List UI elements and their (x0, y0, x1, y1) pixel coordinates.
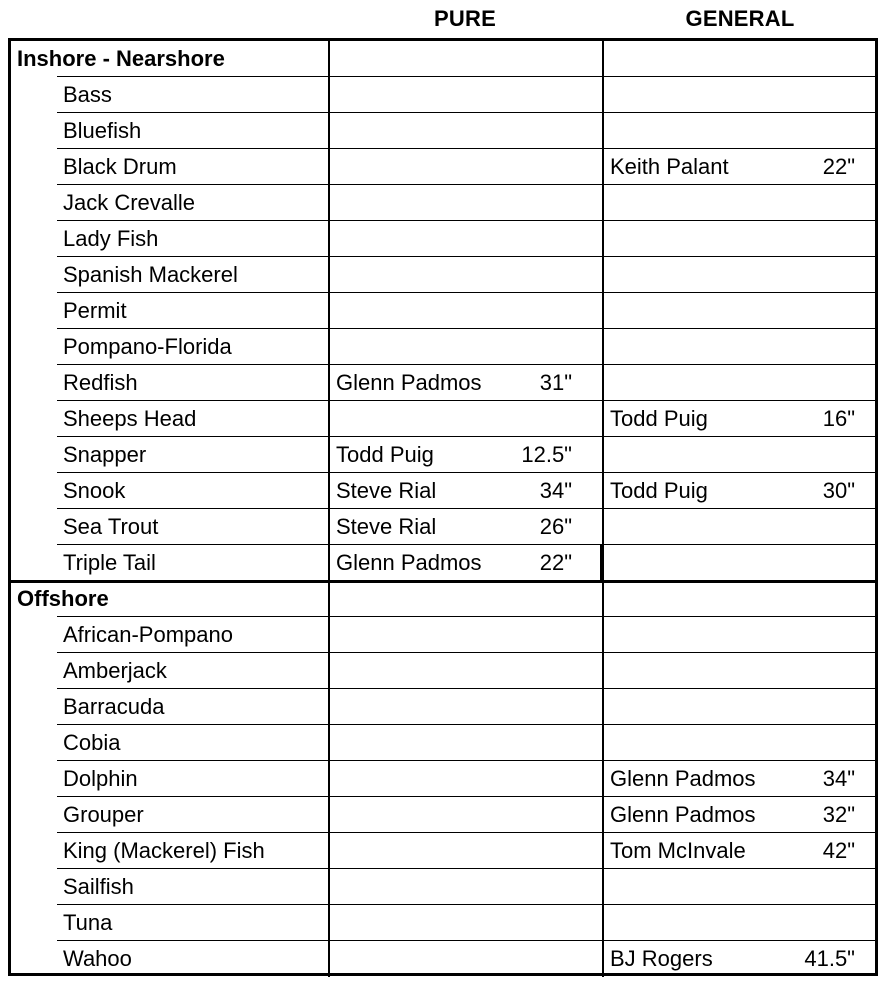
section-title: Offshore (11, 581, 328, 617)
table-row (11, 113, 875, 149)
species-name: Grouper (11, 797, 328, 833)
fish-size: 34" (822, 766, 855, 791)
pure-record-cell (328, 149, 602, 185)
pure-record-cell (328, 365, 602, 401)
pure-record-cell (328, 221, 602, 257)
fish-size: 42" (822, 838, 855, 863)
angler-name: Tom McInvale (610, 838, 746, 863)
general-record-cell (602, 149, 875, 185)
species-name: Sea Trout (11, 509, 328, 545)
species-name: Spanish Mackerel (11, 257, 328, 293)
fish-size: 30" (822, 478, 855, 503)
pure-record-cell (328, 725, 602, 761)
pure-column-header: PURE (434, 6, 496, 31)
general-record-cell (602, 401, 875, 437)
pure-record-cell (328, 761, 602, 797)
species-name: Jack Crevalle (11, 185, 328, 221)
angler-name: Glenn Padmos (336, 370, 482, 395)
table-row (11, 185, 875, 221)
general-record-cell (602, 869, 875, 905)
pure-record-cell (328, 77, 602, 113)
table-row (11, 437, 875, 473)
pure-record-cell (328, 869, 602, 905)
species-name: Barracuda (11, 689, 328, 725)
general-record-cell (602, 617, 875, 653)
fish-size: 32" (822, 802, 855, 827)
angler-name: Keith Palant (610, 154, 729, 179)
angler-name: Glenn Padmos (610, 802, 756, 827)
pure-record-cell (328, 473, 602, 509)
general-column-header: GENERAL (685, 6, 795, 31)
table-row (11, 617, 875, 653)
section-header-row (11, 581, 875, 617)
section-header-row (11, 41, 875, 77)
angler-name: Todd Puig (336, 442, 434, 467)
pure-record-cell (328, 113, 602, 149)
species-name: Cobia (11, 725, 328, 761)
species-name: Snapper (11, 437, 328, 473)
pure-record-cell (328, 545, 602, 581)
general-record-cell (602, 473, 875, 509)
species-name: African-Pompano (11, 617, 328, 653)
general-record-cell (602, 437, 875, 473)
pure-record-cell (328, 689, 602, 725)
cell-border-accent (600, 545, 603, 581)
table-row (11, 257, 875, 293)
records-table (8, 38, 878, 976)
species-name: King (Mackerel) Fish (11, 833, 328, 869)
species-name: Permit (11, 293, 328, 329)
species-name: Tuna (11, 905, 328, 941)
general-section-record-cell (602, 581, 875, 617)
pure-record-cell (328, 437, 602, 473)
species-name: Sailfish (11, 869, 328, 905)
general-section-record-cell (602, 41, 875, 77)
angler-name: BJ Rogers (610, 946, 713, 971)
fish-size: 22" (539, 550, 572, 575)
species-name: Black Drum (11, 149, 328, 185)
fish-size: 41.5" (804, 946, 855, 971)
general-record-cell (602, 185, 875, 221)
table-row (11, 545, 875, 581)
species-name: Redfish (11, 365, 328, 401)
general-record-cell (602, 833, 875, 869)
column-headers (0, 0, 889, 38)
pure-record-cell (328, 257, 602, 293)
species-name: Lady Fish (11, 221, 328, 257)
general-record-cell (602, 761, 875, 797)
table-row (11, 77, 875, 113)
section-title: Inshore - Nearshore (11, 41, 328, 77)
general-record-cell (602, 905, 875, 941)
table-row (11, 797, 875, 833)
general-record-cell (602, 113, 875, 149)
table-row (11, 293, 875, 329)
table-row (11, 509, 875, 545)
pure-record-cell (328, 329, 602, 365)
table-row (11, 761, 875, 797)
general-record-cell (602, 257, 875, 293)
species-name: Amberjack (11, 653, 328, 689)
angler-name: Todd Puig (610, 478, 708, 503)
pure-record-cell (328, 653, 602, 689)
angler-name: Todd Puig (610, 406, 708, 431)
species-name: Dolphin (11, 761, 328, 797)
table-row (11, 869, 875, 905)
species-name: Triple Tail (63, 550, 156, 575)
table-row (11, 329, 875, 365)
general-record-cell (602, 293, 875, 329)
table-row (11, 941, 875, 977)
fish-size: 16" (822, 406, 855, 431)
table-row (11, 221, 875, 257)
pure-record-cell (328, 941, 602, 977)
species-name: Snook (11, 473, 328, 509)
fish-size: 12.5" (521, 442, 572, 467)
table-row (11, 473, 875, 509)
angler-name: Glenn Padmos (610, 766, 756, 791)
table-row (11, 149, 875, 185)
angler-name: Steve Rial (336, 478, 437, 503)
species-name: Wahoo (63, 946, 132, 971)
pure-record-cell (328, 617, 602, 653)
pure-record-cell (328, 293, 602, 329)
general-record-cell (602, 545, 875, 581)
table-row (11, 905, 875, 941)
pure-record-cell (328, 401, 602, 437)
general-record-cell (602, 329, 875, 365)
species-name: Bluefish (11, 113, 328, 149)
general-record-cell (602, 725, 875, 761)
general-record-cell (602, 653, 875, 689)
pure-record-cell (328, 185, 602, 221)
pure-record-cell (328, 797, 602, 833)
fish-size: 34" (539, 478, 572, 503)
general-record-cell (602, 221, 875, 257)
fish-size: 22" (822, 154, 855, 179)
general-record-cell (602, 797, 875, 833)
species-name: Bass (11, 77, 328, 113)
pure-section-record-cell (328, 581, 602, 617)
table-row (11, 689, 875, 725)
table-row (11, 365, 875, 401)
table-row (11, 725, 875, 761)
pure-record-cell (328, 905, 602, 941)
general-record-cell (602, 77, 875, 113)
table-row (11, 653, 875, 689)
general-record-cell (602, 365, 875, 401)
fish-size: 31" (539, 370, 572, 395)
table-row (11, 401, 875, 437)
pure-record-cell (328, 509, 602, 545)
table-row (11, 833, 875, 869)
pure-record-cell (328, 833, 602, 869)
angler-name: Steve Rial (336, 514, 437, 539)
general-record-cell (602, 941, 875, 977)
general-record-cell (602, 689, 875, 725)
pure-section-record-cell (328, 41, 602, 77)
fish-size: 26" (539, 514, 572, 539)
species-name: Pompano-Florida (11, 329, 328, 365)
species-name: Sheeps Head (11, 401, 328, 437)
general-record-cell (602, 509, 875, 545)
angler-name: Glenn Padmos (336, 550, 482, 575)
